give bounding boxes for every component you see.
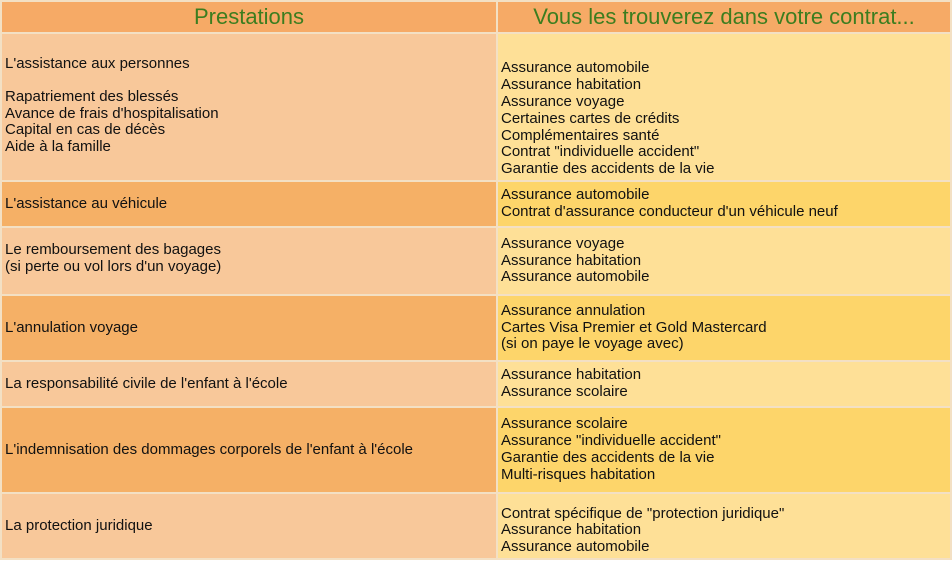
prestation-cell xyxy=(2,228,496,294)
contrat-item: (si on paye le voyage avec) xyxy=(501,335,684,353)
prestation-cell xyxy=(2,296,496,360)
contrat-item: Assurance voyage xyxy=(501,93,625,111)
contrat-item: Assurance "individuelle accident" xyxy=(501,432,721,450)
contrat-item: Assurance annulation xyxy=(501,301,646,319)
contrat-item: Assurance voyage xyxy=(501,234,625,252)
contrat-item: Garantie des accidents de la vie xyxy=(501,160,715,178)
contrats-cell xyxy=(498,494,950,558)
table-row xyxy=(2,182,950,226)
contrat-item: Multi-risques habitation xyxy=(501,465,656,483)
header-row xyxy=(2,2,950,32)
contrat-item: Assurance habitation xyxy=(501,76,642,94)
prestation-detail: Rapatriement des blessés xyxy=(5,87,179,105)
contrat-item: Assurance habitation xyxy=(501,366,642,384)
contrat-item: Contrat "individuelle accident" xyxy=(501,143,700,161)
contrats-cell xyxy=(498,408,950,492)
table-row xyxy=(2,34,950,180)
contrat-item: Assurance habitation xyxy=(501,521,642,539)
contrat-item: Garantie des accidents de la vie xyxy=(501,449,715,466)
prestation-detail: (si perte ou vol lors d'un voyage) xyxy=(5,257,222,275)
contrat-item: Contrat d'assurance conducteur d'un véhicule neuf xyxy=(501,203,838,220)
prestation-detail: Avance de frais d'hospitalisation xyxy=(5,104,219,122)
prestation-title: La protection juridique xyxy=(5,516,153,534)
contrat-item: Assurance scolaire xyxy=(501,415,628,433)
prestation-title: L'assistance aux personnes xyxy=(5,55,190,72)
prestation-title: L'assistance au véhicule xyxy=(5,194,168,212)
prestation-cell xyxy=(2,408,496,492)
contrat-item: Certaines cartes de crédits xyxy=(501,109,680,127)
table-row xyxy=(2,228,950,294)
header-prestations: Prestations xyxy=(2,2,496,32)
table-row xyxy=(2,494,950,558)
table-row xyxy=(2,362,950,406)
contrat-item: Cartes Visa Premier et Gold Mastercard xyxy=(501,318,767,336)
contrat-item: Assurance automobile xyxy=(501,186,650,204)
contrats-cell xyxy=(498,362,950,406)
spacer xyxy=(5,73,493,89)
contrats-cell xyxy=(498,296,950,360)
prestation-title: L'annulation voyage xyxy=(5,318,138,336)
table-row xyxy=(2,408,950,492)
contrat-item: Assurance automobile xyxy=(501,268,650,286)
header-contrats: Vous les trouverez dans votre contrat... xyxy=(498,2,950,32)
prestation-title: La responsabilité civile de l'enfant à l'école xyxy=(5,374,288,392)
prestation-cell xyxy=(2,182,496,226)
contrats-cell xyxy=(498,34,950,180)
contrat-item: Assurance automobile xyxy=(501,538,650,556)
contrats-cell xyxy=(498,228,950,294)
prestation-detail: Capital en cas de décès xyxy=(5,121,166,139)
contrat-item: Contrat spécifique de "protection juridique" xyxy=(501,504,785,522)
prestation-detail: Aide à la famille xyxy=(5,138,111,156)
contrat-item: Assurance scolaire xyxy=(501,383,628,400)
contrats-cell xyxy=(498,182,950,226)
table-row xyxy=(2,296,950,360)
prestation-cell xyxy=(2,34,496,180)
contrat-item: Assurance automobile xyxy=(501,59,650,77)
prestation-title: Le remboursement des bagages xyxy=(5,241,221,258)
contrat-item: Complémentaires santé xyxy=(501,126,660,144)
prestation-cell xyxy=(2,362,496,406)
contrat-item: Assurance habitation xyxy=(501,251,642,269)
prestation-cell xyxy=(2,494,496,558)
prestation-title: L'indemnisation des dommages corporels de l'enfant à l'école xyxy=(5,440,413,458)
